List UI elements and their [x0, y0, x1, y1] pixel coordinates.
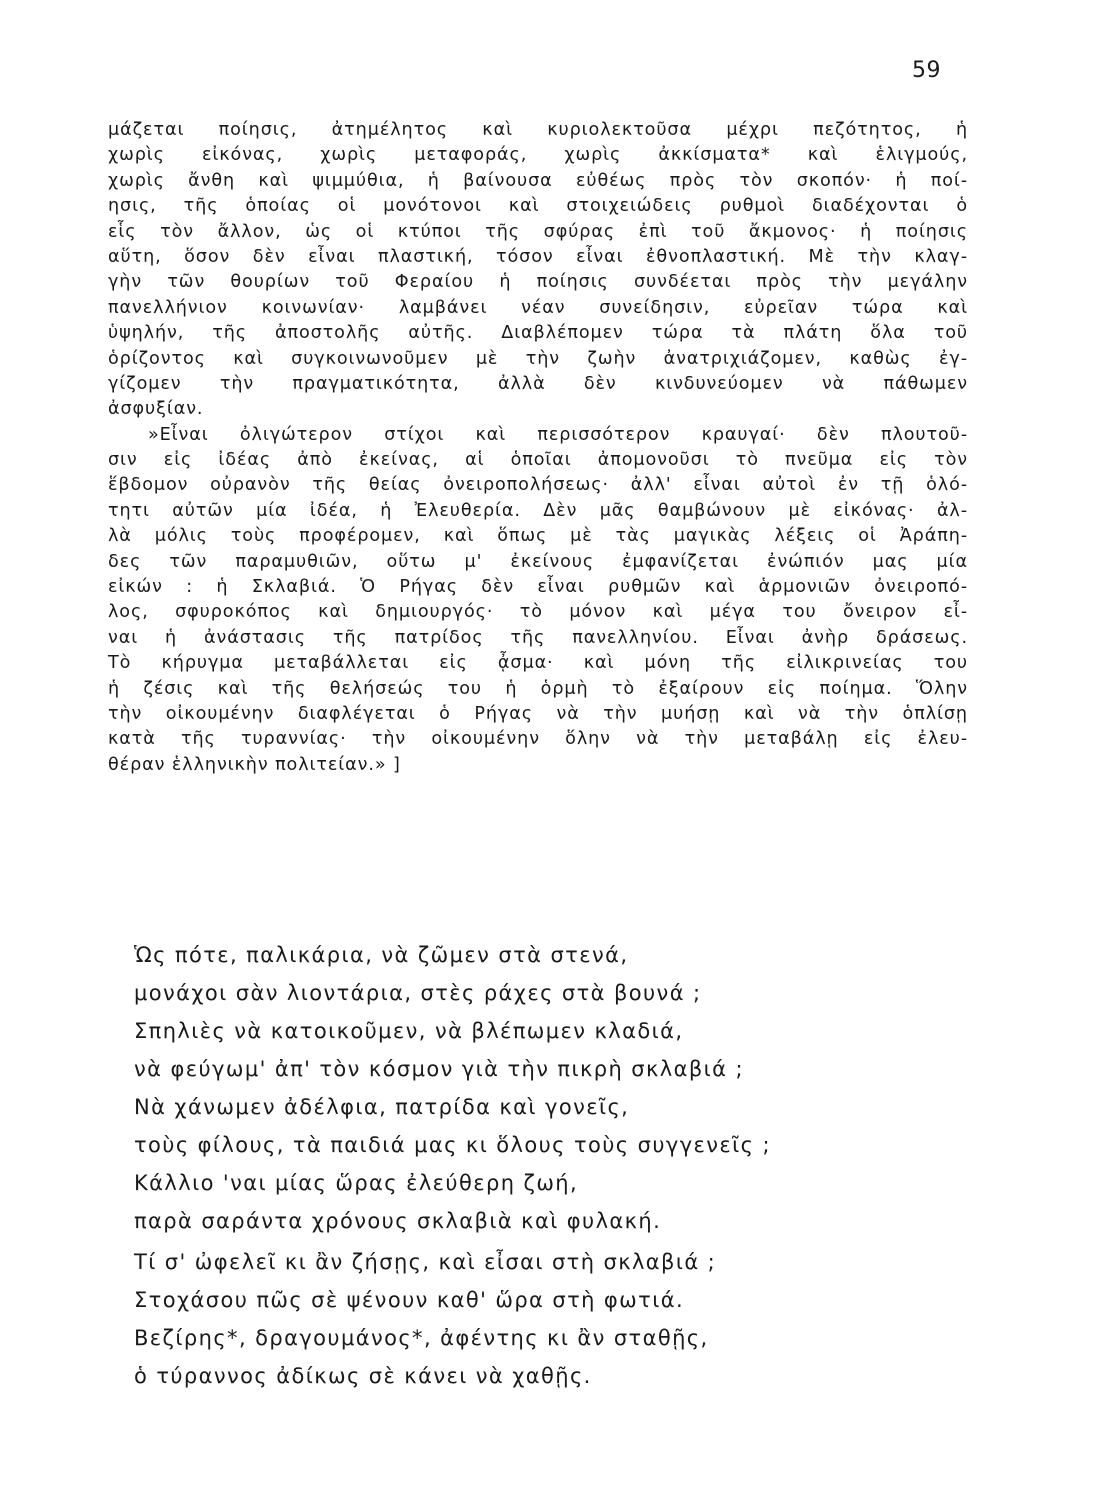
text-line: χωρὶς ἄνθη καὶ ψιμμύθια, ἡ βαίνουσα εὐθέως πρὸς τὸν σκοπόν· ἡ ποί- — [108, 170, 968, 191]
verse-line: Νὰ χάνωμεν ἀδέλφια, πατρίδα καὶ γονεῖς, — [134, 1095, 630, 1119]
text-line: θέραν ἑλληνικὴν πολιτείαν.» ] — [108, 754, 401, 775]
text-line: σιν εἰς ἰδέας ἀπὸ ἐκείνας, αἱ ὁποῖαι ἀπομονοῦσι τὸ πνεῦμα εἰς τὸν — [108, 450, 968, 471]
poem-stanza-1 — [134, 936, 954, 1240]
text-line: τὴν οἰκουμένην διαφλέγεται ὁ Ρήγας νὰ τὴν μυήσῃ καὶ νὰ τὴν ὁπλίσῃ — [108, 703, 968, 724]
text-line: ὁρίζοντος καὶ συγκοινωνοῦμεν μὲ τὴν ζωὴν ἀνατριχιάζομεν, καθὼς ἐγ- — [108, 348, 968, 369]
text-line: ὑψηλήν, τῆς ἀποστολῆς αὐτῆς. Διαβλέπομεν τώρα τὰ πλάτη ὅλα τοῦ — [108, 323, 968, 344]
verse-line: Κάλλιο 'ναι μίας ὥρας ἐλεύθερη ζωή, — [134, 1171, 579, 1195]
page-number: 59 — [912, 58, 941, 83]
text-line: γίζομεν τὴν πραγματικότητα, ἀλλὰ δὲν κινδυνεύομεν νὰ πάθωμεν — [108, 373, 968, 394]
text-line: ἀσφυξίαν. — [108, 399, 204, 420]
verse-line: νὰ φεύγωμ' ἀπ' τὸν κόσμον γιὰ τὴν πικρὴ σκλαβιά ; — [134, 1057, 744, 1081]
text-line: »Εἶναι ὀλιγώτερον στίχοι καὶ περισσότερον κραυγαί· δὲν πλουτοῦ- — [148, 424, 968, 445]
text-line: λος, σφυροκόπος καὶ δημιουργός· τὸ μόνον καὶ μέγα του ὄνειρον εἶ- — [108, 602, 968, 623]
verse-line: Σπηλιὲς νὰ κατοικοῦμεν, νὰ βλέπωμεν κλαδιά, — [134, 1019, 684, 1043]
verse-line: Τί σ' ὠφελεῖ κι ἂν ζήσῃς, καὶ εἶσαι στὴ σκλαβιά ; — [134, 1250, 717, 1274]
text-line: εἰκών : ἡ Σκλαβιά. Ὁ Ρήγας δὲν εἶναι ρυθμῶν καὶ ἁρμονιῶν ὀνειροπό- — [108, 577, 968, 598]
text-line: μάζεται ποίησις, ἀτημέλητος καὶ κυριολεκτοῦσα μέχρι πεζότητος, ἡ — [108, 120, 968, 140]
verse-line: παρὰ σαράντα χρόνους σκλαβιὰ καὶ φυλακή. — [134, 1209, 662, 1233]
verse-line: τοὺς φίλους, τὰ παιδιά μας κι ὅλους τοὺς συγγενεῖς ; — [134, 1133, 771, 1157]
text-line: δες τῶν παραμυθιῶν, οὕτω μ' ἐκείνους ἐμφανίζεται ἐνώπιόν μας μία — [108, 551, 968, 572]
poem-stanza-2 — [134, 1243, 954, 1395]
text-line: αὕτη, ὅσον δὲν εἶναι πλαστική, τόσον εἶναι ἐθνοπλαστική. Μὲ τὴν κλαγ- — [108, 246, 968, 267]
paragraph-2 — [108, 423, 968, 778]
text-line: Τὸ κήρυγμα μεταβάλλεται εἰς ᾆσμα· καὶ μόνη τῆς εἰλικρινείας του — [108, 653, 968, 674]
verse-line: Βεζίρης*, δραγουμάνος*, ἀφέντης κι ἂν σταθῇς, — [134, 1326, 709, 1350]
text-line: τητι αὐτῶν μία ἰδέα, ἡ Ἐλευθερία. Δὲν μᾶς θαμβώνουν μὲ εἰκόνας· ἀλ- — [108, 500, 968, 521]
verse-line: ὁ τύραννος ἀδίκως σὲ κάνει νὰ χαθῇς. — [134, 1364, 592, 1388]
text-line: ησις, τῆς ὁποίας οἱ μονότονοι καὶ στοιχειώδεις ρυθμοὶ διαδέχονται ὁ — [108, 196, 968, 217]
verse-line: Ὡς πότε, παλικάρια, νὰ ζῶμεν στὰ στενά, — [134, 943, 629, 967]
prose-text — [108, 118, 968, 778]
text-line: ἕβδομον οὐρανὸν τῆς θείας ὀνειροπολήσεως· ἀλλ' εἶναι αὐτοὶ ἐν τῇ ὁλό- — [108, 475, 968, 496]
text-line: κατὰ τῆς τυραννίας· τὴν οἰκουμένην ὅλην νὰ τὴν μεταβάλῃ εἰς ἐλευ- — [108, 729, 968, 750]
paragraph-1 — [108, 118, 968, 423]
text-line: ναι ἡ ἀνάστασις τῆς πατρίδος τῆς πανελληνίου. Εἶναι ἀνὴρ δράσεως. — [108, 627, 968, 648]
verse-line: μονάχοι σὰν λιοντάρια, στὲς ράχες στὰ βουνά ; — [134, 981, 702, 1005]
text-line: λὰ μόλις τοὺς προφέρομεν, καὶ ὅπως μὲ τὰς μαγικὰς λέξεις οἱ Ἀράπη- — [108, 526, 968, 547]
text-line: χωρὶς εἰκόνας, χωρὶς μεταφοράς, χωρὶς ἀκκίσματα* καὶ ἑλιγμούς, — [108, 145, 968, 166]
text-line: εἷς τὸν ἄλλον, ὡς οἱ κτύποι τῆς σφύρας ἐπὶ τοῦ ἄκμονος· ἡ ποίησις — [108, 221, 968, 242]
verse-line: Στοχάσου πῶς σὲ ψένουν καθ' ὥρα στὴ φωτιά. — [134, 1288, 685, 1312]
text-line: γὴν τῶν θουρίων τοῦ Φεραίου ἡ ποίησις συνδέεται πρὸς τὴν μεγάλην — [108, 272, 968, 293]
text-line: πανελλήνιον κοινωνίαν· λαμβάνει νέαν συνείδησιν, εὐρεῖαν τώρα καὶ — [108, 297, 968, 318]
text-line: ἡ ζέσις καὶ τῆς θελήσεώς του ἡ ὁρμὴ τὸ ἐξαίρουν εἰς ποίημα. Ὅλην — [108, 678, 968, 699]
